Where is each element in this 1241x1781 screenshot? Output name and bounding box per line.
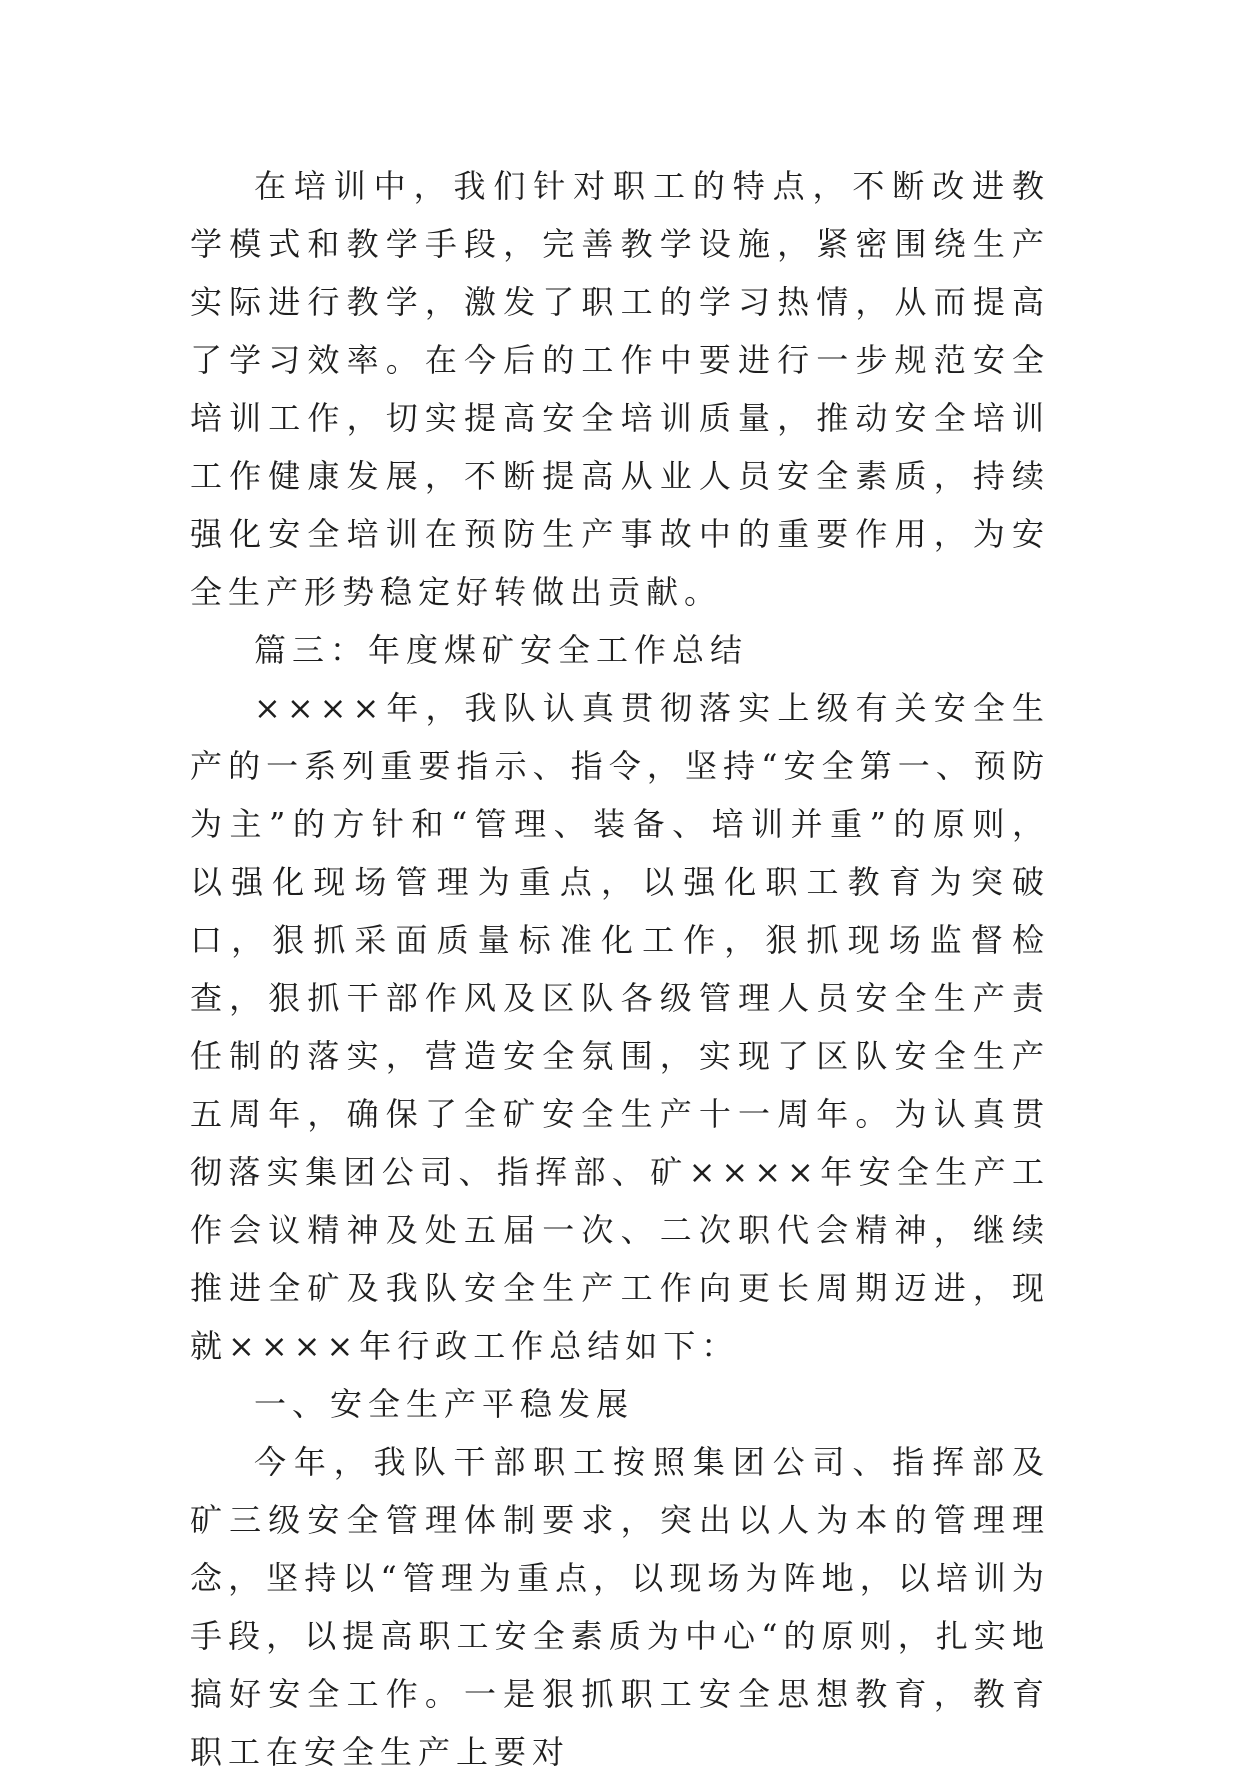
paragraph-safety-management: 今年，我队干部职工按照集团公司、指挥部及矿三级安全管理体制要求，突出以人为本的管理理念，坚持以“管理为重点，以现场为阵地，以培训为手段，以提高职工安全素质为中心“的原则，扎实地搞好安全工作。一是狠抓职工安全思想教育，教育职工在安全生产上要对 — [190, 1443, 1050, 1771]
section-heading-part-three: 篇三：年度煤矿安全工作总结 — [254, 631, 749, 669]
paragraph-annual-overview: ××××年，我队认真贯彻落实上级有关安全生产的一系列重要指示、指令，坚持“安全第一、预防为主”的方针和“管理、装备、培训并重”的原则，以强化现场管理为重点，以强化职工教育为突破口，狠抓采面质量标准化工作，狠抓现场监督检查，狠抓干部作风及区队各级管理人员安全生产责任制的落实，营造安全氛围，实现了区队安全生产五周年，确保了全矿安全生产十一周年。为认真贯彻落实集团公司、指挥部、矿××××年安全生产工作会议精神及处五届一次、二次职代会精神，继续推进全矿及我队安全生产工作向更长周期迈进，现就××××年行政工作总结如下： — [190, 689, 1050, 1365]
section-heading-safety-production: 一、安全生产平稳发展 — [254, 1385, 635, 1423]
paragraph-training-summary: 在培训中，我们针对职工的特点，不断改进教学模式和教学手段，完善教学设施，紧密围绕生产实际进行教学，激发了职工的学习热情，从而提高了学习效率。在今后的工作中要进行一步规范安全培训工作，切实提高安全培训质量，推动安全培训工作健康发展，不断提高从业人员安全素质，持续强化安全培训在预防生产事故中的重要作用，为安全生产形势稳定好转做出贡献。 — [190, 167, 1050, 611]
document-body — [190, 157, 1050, 1781]
